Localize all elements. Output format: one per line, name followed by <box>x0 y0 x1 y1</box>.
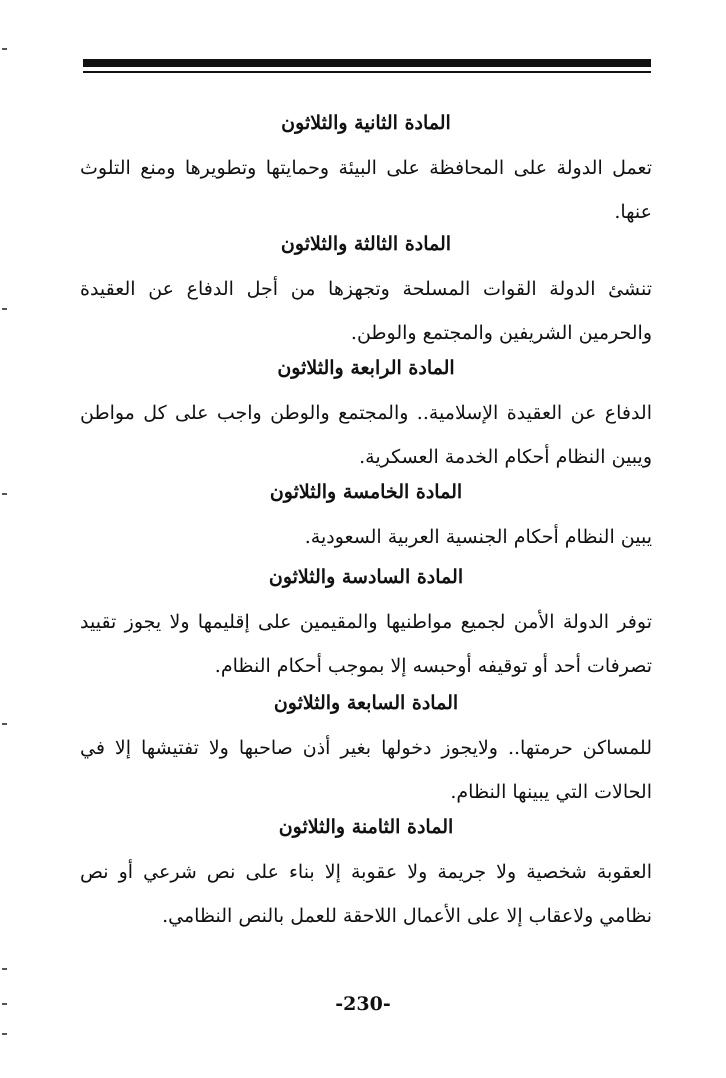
article-heading: المادة السادسة والثلاثون <box>268 566 464 588</box>
article-text: للمساكن حرمتها.. ولايجوز دخولها بغير أذن صاحبها ولا تفتيشها إلا في الحالات التي يبينها النظام. <box>80 737 652 803</box>
article-33 <box>80 229 652 355</box>
article-text: تنشئ الدولة القوات المسلحة وتجهزها من أجل الدفاع عن العقيدة والحرمين الشريفين والمجتمع والوطن. <box>80 278 652 344</box>
article-heading: المادة الرابعة والثلاثون <box>277 357 455 379</box>
header-rule-thin <box>83 71 651 73</box>
header-rule-thick <box>83 59 651 67</box>
margin-mark <box>2 968 7 970</box>
margin-mark <box>2 48 7 50</box>
page-number: -230- <box>335 993 391 1015</box>
margin-mark <box>2 723 7 725</box>
article-heading: المادة الثالثة والثلاثون <box>280 233 452 255</box>
article-37 <box>80 688 652 814</box>
article-text: تعمل الدولة على المحافظة على البيئة وحمايتها وتطويرها ومنع التلوث عنها. <box>80 157 652 223</box>
margin-mark <box>2 1033 7 1035</box>
article-32 <box>80 108 652 234</box>
article-35 <box>80 477 652 559</box>
article-text: يبين النظام أحكام الجنسية العربية السعودية. <box>304 526 652 548</box>
article-heading: المادة الثانية والثلاثون <box>281 112 451 134</box>
article-text: توفر الدولة الأمن لجميع مواطنيها والمقيمين على إقليمها ولا يجوز تقييد تصرفات أحد أو توقيفه أوحبسه إلا بموجب أحكام النظام. <box>80 611 652 677</box>
article-38 <box>80 812 652 938</box>
article-text: العقوبة شخصية ولا جريمة ولا عقوبة إلا بناء على نص شرعي أو نص نظامي ولاعقاب إلا على الأعمال اللاحقة للعمل بالنص النظامي. <box>80 861 652 927</box>
margin-mark <box>2 493 7 495</box>
article-text: الدفاع عن العقيدة الإسلامية.. والمجتمع والوطن واجب على كل مواطن ويبين النظام أحكام الخدمة العسكرية. <box>80 402 652 468</box>
margin-mark <box>2 308 7 310</box>
article-heading: المادة الثامنة والثلاثون <box>278 816 454 838</box>
article-heading: المادة الخامسة والثلاثون <box>269 481 463 503</box>
article-34 <box>80 353 652 479</box>
article-heading: المادة السابعة والثلاثون <box>273 692 459 714</box>
article-36 <box>80 562 652 688</box>
